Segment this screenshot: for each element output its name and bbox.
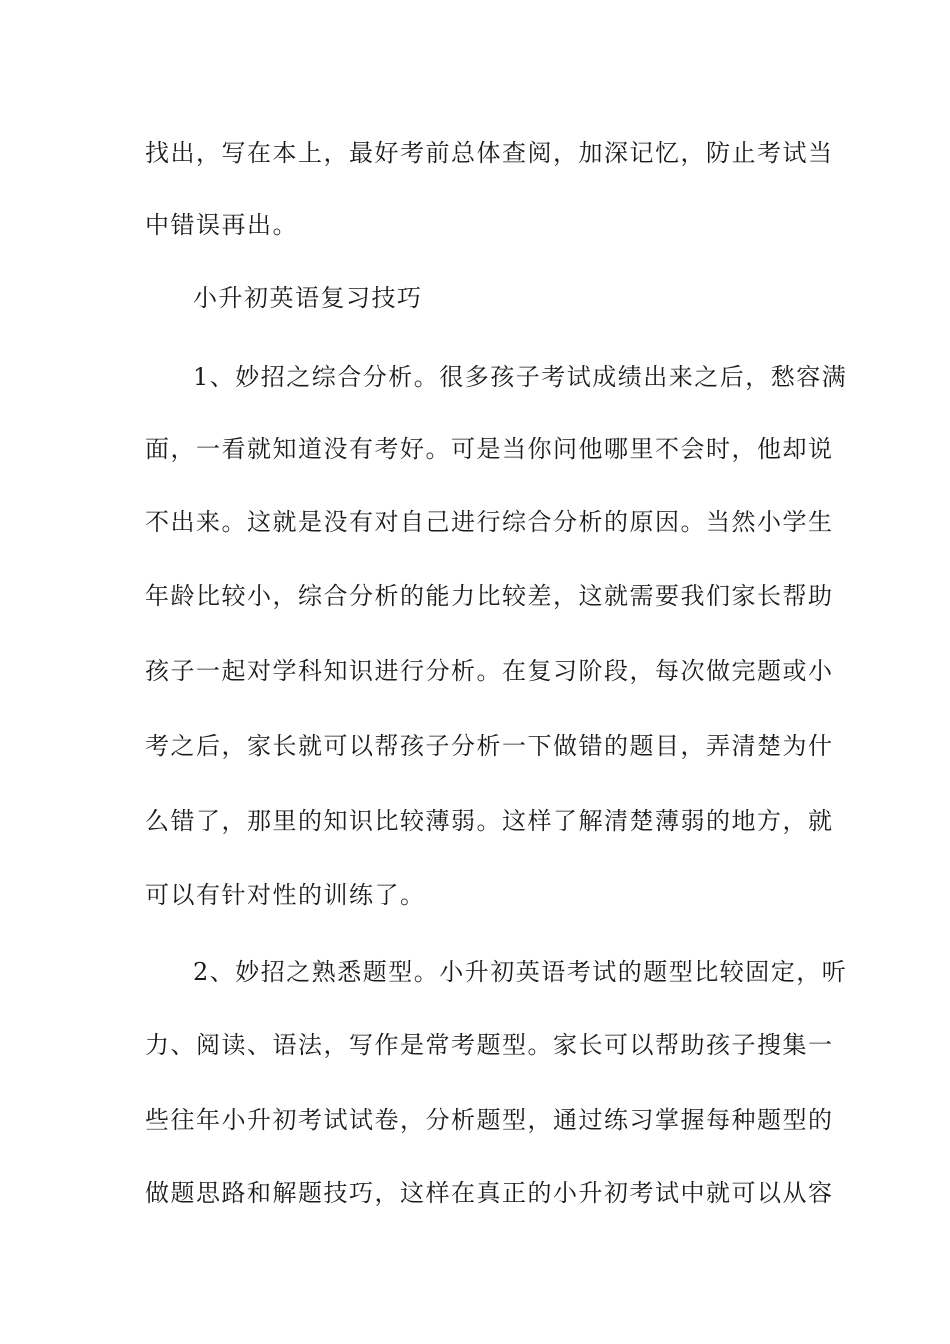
text-line: 孩子一起对学科知识进行分析。在复习阶段，每次做完题或小 [145,657,834,685]
text-line: 中错误再出。 [145,211,298,239]
text-line: 可以有针对性的训练了。 [145,881,426,909]
text-line: 2、妙招之熟悉题型。小升初英语考试的题型比较固定，听 [193,958,848,986]
text-line: 年龄比较小，综合分析的能力比较差，这就需要我们家长帮助 [145,582,834,610]
text-line: 面，一看就知道没有考好。可是当你问他哪里不会时，他却说 [145,435,834,463]
text-line: 些往年小升初考试试卷，分析题型，通过练习掌握每种题型的 [145,1106,834,1134]
text-line: 1、妙招之综合分析。很多孩子考试成绩出来之后，愁容满 [193,363,848,391]
text-line: 么错了，那里的知识比较薄弱。这样了解清楚薄弱的地方，就 [145,807,834,835]
text-line: 不出来。这就是没有对自己进行综合分析的原因。当然小学生 [145,508,834,536]
text-line: 考之后，家长就可以帮孩子分析一下做错的题目，弄清楚为什 [145,732,834,760]
section-heading: 小升初英语复习技巧 [193,284,423,312]
text-line: 做题思路和解题技巧，这样在真正的小升初考试中就可以从容 [145,1179,834,1207]
text-line: 力、阅读、语法，写作是常考题型。家长可以帮助孩子搜集一 [145,1031,834,1059]
text-line: 找出，写在本上，最好考前总体查阅，加深记忆，防止考试当 [145,139,834,167]
